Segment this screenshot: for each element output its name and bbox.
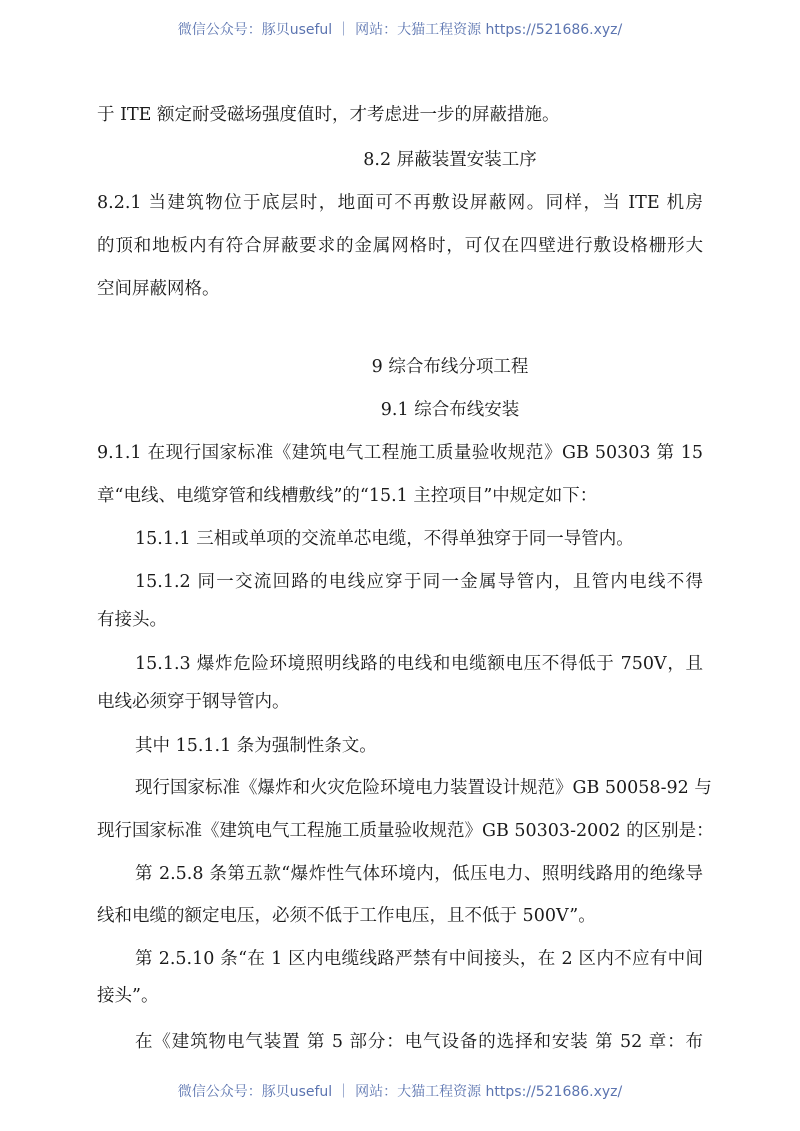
watermark-footer: 微信公众号：豚贝useful ｜ 网站：大猫工程资源 https://521686.xyz/ — [177, 1084, 623, 1100]
section-heading-9-1: 9.1 综合布线安装 — [380, 400, 520, 420]
paragraph-line: 现行国家标准《建筑电气工程施工质量验收规范》GB 50303-2002 的区别是： — [97, 821, 714, 841]
paragraph-line: 空间屏蔽网格。 — [97, 279, 220, 299]
paragraph-line: 其中 15.1.1 条为强制性条文。 — [135, 736, 377, 756]
chapter-heading-9: 9 综合布线分项工程 — [371, 357, 529, 377]
clause-line: 15.1.3 爆炸危险环境照明线路的电线和电缆额电压不得低于 750V，且 — [135, 654, 703, 674]
paragraph-line: 在《建筑物电气装置 第 5 部分：电气设备的选择和安装 第 52 章：布 — [135, 1032, 703, 1052]
paragraph-line: 9.1.1 在现行国家标准《建筑电气工程施工质量验收规范》GB 50303 第 15 — [97, 443, 703, 463]
paragraph-line: 第 2.5.10 条“在 1 区内电缆线路严禁有中间接头，在 2 区内不应有中间 — [135, 949, 703, 969]
paragraph-line: 接头”。 — [97, 986, 159, 1006]
paragraph-line: 线和电缆的额定电压，必须不低于工作电压，且不低于 500V”。 — [97, 906, 596, 926]
paragraph-line: 有接头。 — [97, 610, 167, 630]
paragraph-line: 8.2.1 当建筑物位于底层时，地面可不再敷设屏蔽网。同样，当 ITE 机房 — [97, 193, 703, 213]
paragraph-line: 现行国家标准《爆炸和火灾危险环境电力装置设计规范》GB 50058-92 与 — [135, 778, 712, 798]
clause-line: 15.1.2 同一交流回路的电线应穿于同一金属导管内，且管内电线不得 — [135, 572, 703, 592]
watermark-header: 微信公众号：豚贝useful ｜ 网站：大猫工程资源 https://521686.xyz/ — [177, 22, 623, 38]
paragraph-line: 第 2.5.8 条第五款“爆炸性气体环境内，低压电力、照明线路用的绝缘导 — [135, 864, 703, 884]
paragraph-line: 电线必须穿于钢导管内。 — [97, 692, 290, 712]
paragraph-line: 于 ITE 额定耐受磁场强度值时，才考虑进一步的屏蔽措施。 — [97, 105, 560, 125]
paragraph-line: 的顶和地板内有符合屏蔽要求的金属网格时，可仅在四壁进行敷设格栅形大 — [97, 236, 703, 256]
section-heading-8-2: 8.2 屏蔽装置安装工序 — [363, 150, 537, 170]
clause-line: 15.1.1 三相或单项的交流单芯电缆，不得单独穿于同一导管内。 — [135, 529, 634, 549]
paragraph-line: 章“电线、电缆穿管和线槽敷线”的“15.1 主控项目”中规定如下： — [97, 486, 598, 506]
